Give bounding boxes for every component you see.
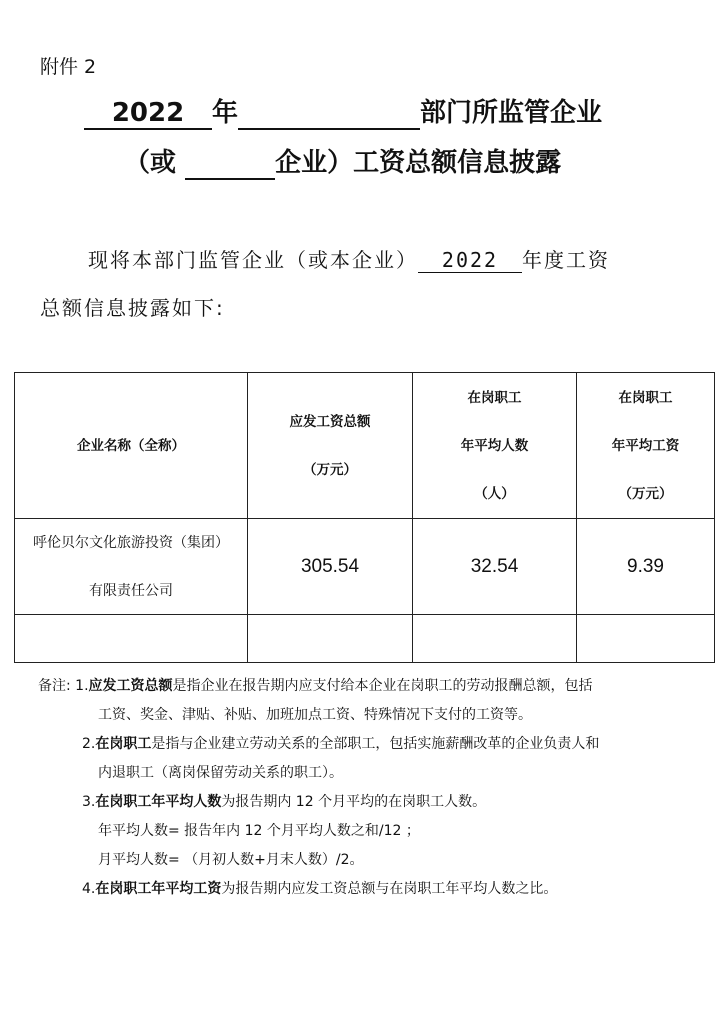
note-2-term: 在岗职工 [95, 736, 152, 752]
note-4-text: 为报告期内应发工资总额与在岗职工年平均人数之比。 [221, 881, 558, 897]
title-line1-tail: 部门所监管企业 [420, 98, 603, 128]
title-dept-blank [238, 98, 420, 130]
header-avg-staff-line1: 在岗职工 [467, 389, 522, 406]
header-total-wage-unit: （万元） [303, 461, 357, 478]
note-2-cont: 内退职工（离岗保留劳动关系的职工）。 [98, 765, 343, 781]
header-company-name: 企业名称（全称） [15, 373, 248, 519]
company-name-line2: 有限责任公司 [89, 582, 173, 599]
header-total-wage-line1: 应发工资总额 [289, 413, 371, 430]
header-avg-wage-unit: （万元） [618, 485, 673, 502]
table-row [15, 519, 715, 615]
notes-prefix: 备注: [38, 678, 71, 694]
intro-line1 [88, 244, 610, 273]
header-avg-staff [413, 373, 577, 519]
company-name-cell [15, 519, 248, 615]
attachment-label: 附件 2 [40, 56, 97, 78]
note-1 [38, 672, 698, 701]
intro-line2: 总额信息披露如下: [40, 296, 225, 320]
company-name-line1: 呼伦贝尔文化旅游投资（集团） [33, 534, 229, 551]
note-3-num: 3. [82, 794, 96, 810]
note-2 [38, 730, 698, 759]
intro-head: 现将本部门监管企业（或本企业） [88, 248, 418, 272]
note-1-text: 是指企业在报告期内应支付给本企业在岗职工的劳动报酬总额，包括 [172, 678, 593, 694]
header-avg-wage [577, 373, 715, 519]
note-4-num: 4. [82, 881, 96, 897]
title-year-suffix: 年 [212, 98, 239, 128]
header-avg-staff-line2: 年平均人数 [460, 437, 529, 454]
avg-staff-cell: 32.54 [413, 519, 577, 615]
note-4-term: 在岗职工年平均工资 [95, 881, 222, 897]
note-1-num: 1. [75, 678, 89, 694]
avg-wage-cell: 9.39 [577, 519, 715, 615]
intro-year: 2022 [418, 248, 522, 273]
note-3-term: 在岗职工年平均人数 [95, 794, 222, 810]
wage-info-table [14, 372, 715, 663]
total-wage-cell: 305.54 [248, 519, 413, 615]
page-title-line2 [124, 142, 561, 180]
table-header-row [15, 373, 715, 519]
notes-section [38, 672, 698, 904]
title-line2-head: （或 [124, 148, 177, 178]
note-3 [38, 788, 698, 817]
note-1-term: 应发工资总额 [88, 678, 173, 694]
title-line2-tail: 企业）工资总额信息披露 [275, 148, 562, 178]
table-row-empty [15, 615, 715, 663]
note-2-text: 是指与企业建立劳动关系的全部职工，包括实施薪酬改革的企业负责人和 [151, 736, 600, 752]
empty-cell [15, 615, 248, 663]
note-1-cont: 工资、奖金、津贴、补贴、加班加点工资、特殊情况下支付的工资等。 [98, 707, 532, 723]
empty-cell [577, 615, 715, 663]
note-2-num: 2. [82, 736, 96, 752]
header-avg-staff-unit: （人） [474, 485, 515, 502]
header-avg-wage-line1: 在岗职工 [618, 389, 673, 406]
note-4 [38, 875, 698, 904]
title-year: 2022 [84, 98, 212, 130]
note-3-formula-2: 月平均人数= （月初人数+月末人数）/2。 [98, 852, 364, 868]
note-3-text: 为报告期内 12 个月平均的在岗职工人数。 [221, 794, 487, 810]
header-total-wage [248, 373, 413, 519]
title-enterprise-blank [185, 148, 275, 180]
empty-cell [413, 615, 577, 663]
note-3-formula-1: 年平均人数= 报告年内 12 个月平均人数之和/12 ； [98, 823, 420, 839]
empty-cell [248, 615, 413, 663]
header-avg-wage-line2: 年平均工资 [611, 437, 680, 454]
intro-tail: 年度工资 [522, 248, 610, 272]
page-title-line1 [84, 92, 602, 130]
